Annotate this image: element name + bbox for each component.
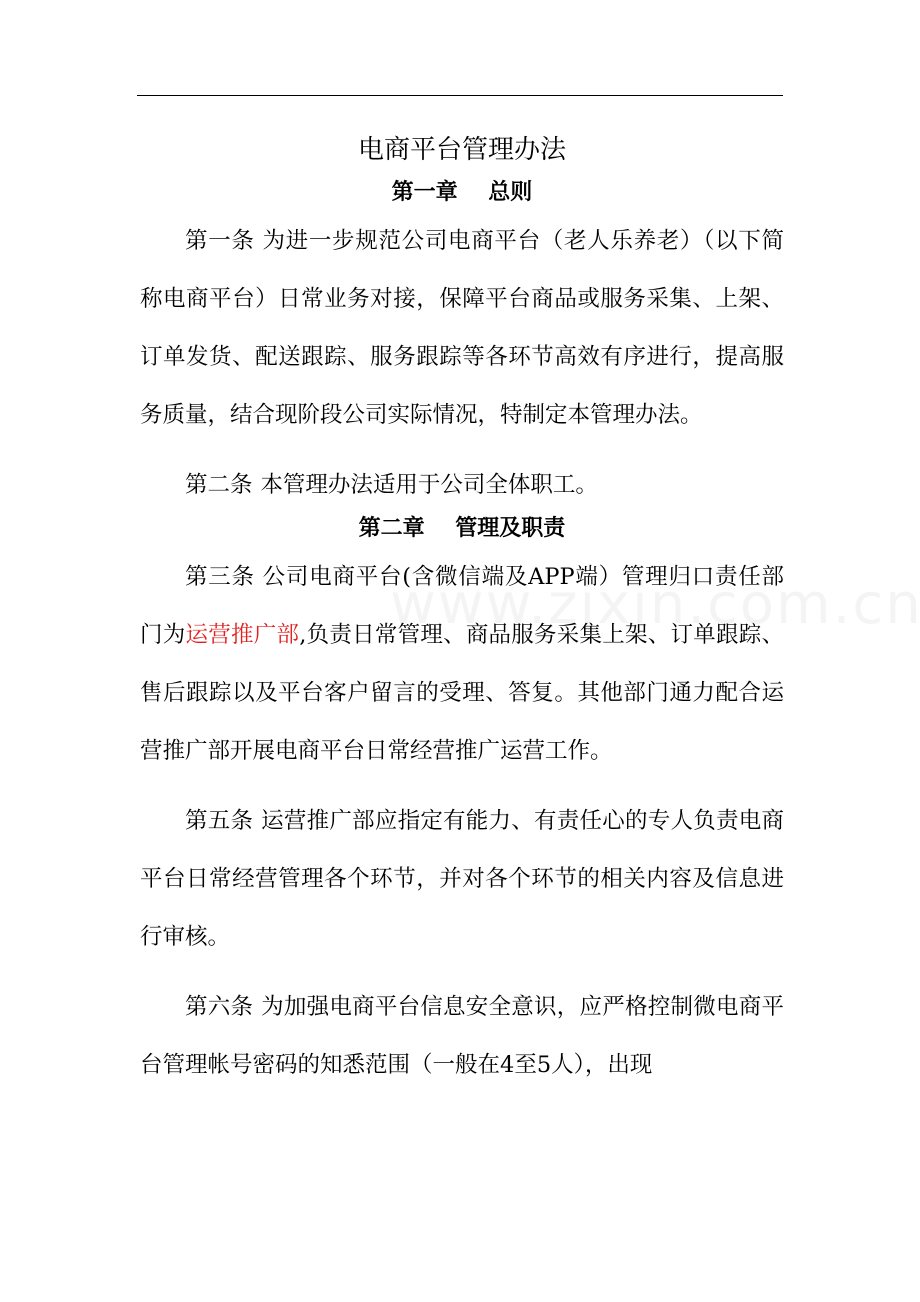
article-1 [140, 212, 784, 444]
article-2 [140, 456, 784, 514]
article-text: 为加强电商平台信息安全意识，应严格控制微电商平台管理帐号密码的知悉范围（一般在4至5人），出现 [140, 994, 784, 1078]
article-6 [140, 978, 784, 1094]
article-label: 第一条 [185, 228, 255, 254]
document-title: 电商平台管理办法 [357, 135, 566, 165]
chapter-heading: 第一章 总则 [391, 180, 533, 205]
article-text: 运营推广部应指定有能力、有责任心的专人负责电商平台日常经营管理各个环节，并对各个环节的相关内容及信息进行审核。 [140, 808, 784, 950]
article-label: 第三条 [185, 564, 255, 590]
chapter-heading: 第二章 管理及职责 [358, 516, 566, 541]
article-text: 本管理办法适用于公司全体职工。 [260, 472, 598, 498]
article-3 [140, 548, 784, 780]
article-text: 为进一步规范公司电商平台（老人乐养老）（以下简称电商平台）日常业务对接，保障平台商品或服务采集、上架、订单发货、配送跟踪、服务跟踪等各环节高效有序进行，提高服务质量，结合现阶段公司实际情况，特制定本管理办法。 [140, 228, 784, 428]
article-label: 第六条 [185, 994, 254, 1020]
header-rule [137, 95, 783, 96]
highlighted-department: 运营推广部 [185, 622, 300, 648]
article-text: 公司电商平台(含微信端及APP端）管理归口责任部门为 [140, 564, 784, 648]
article-5 [140, 792, 784, 966]
article-label: 第五条 [185, 808, 254, 834]
document-body [140, 130, 784, 1094]
article-label: 第二条 [185, 472, 253, 498]
article-text: ,负责日常管理、商品服务采集上架、订单跟踪、售后跟踪以及平台客户留言的受理、答复。其他部门通力配合运营推广部开展电商平台日常经营推广运营工作。 [140, 622, 784, 764]
